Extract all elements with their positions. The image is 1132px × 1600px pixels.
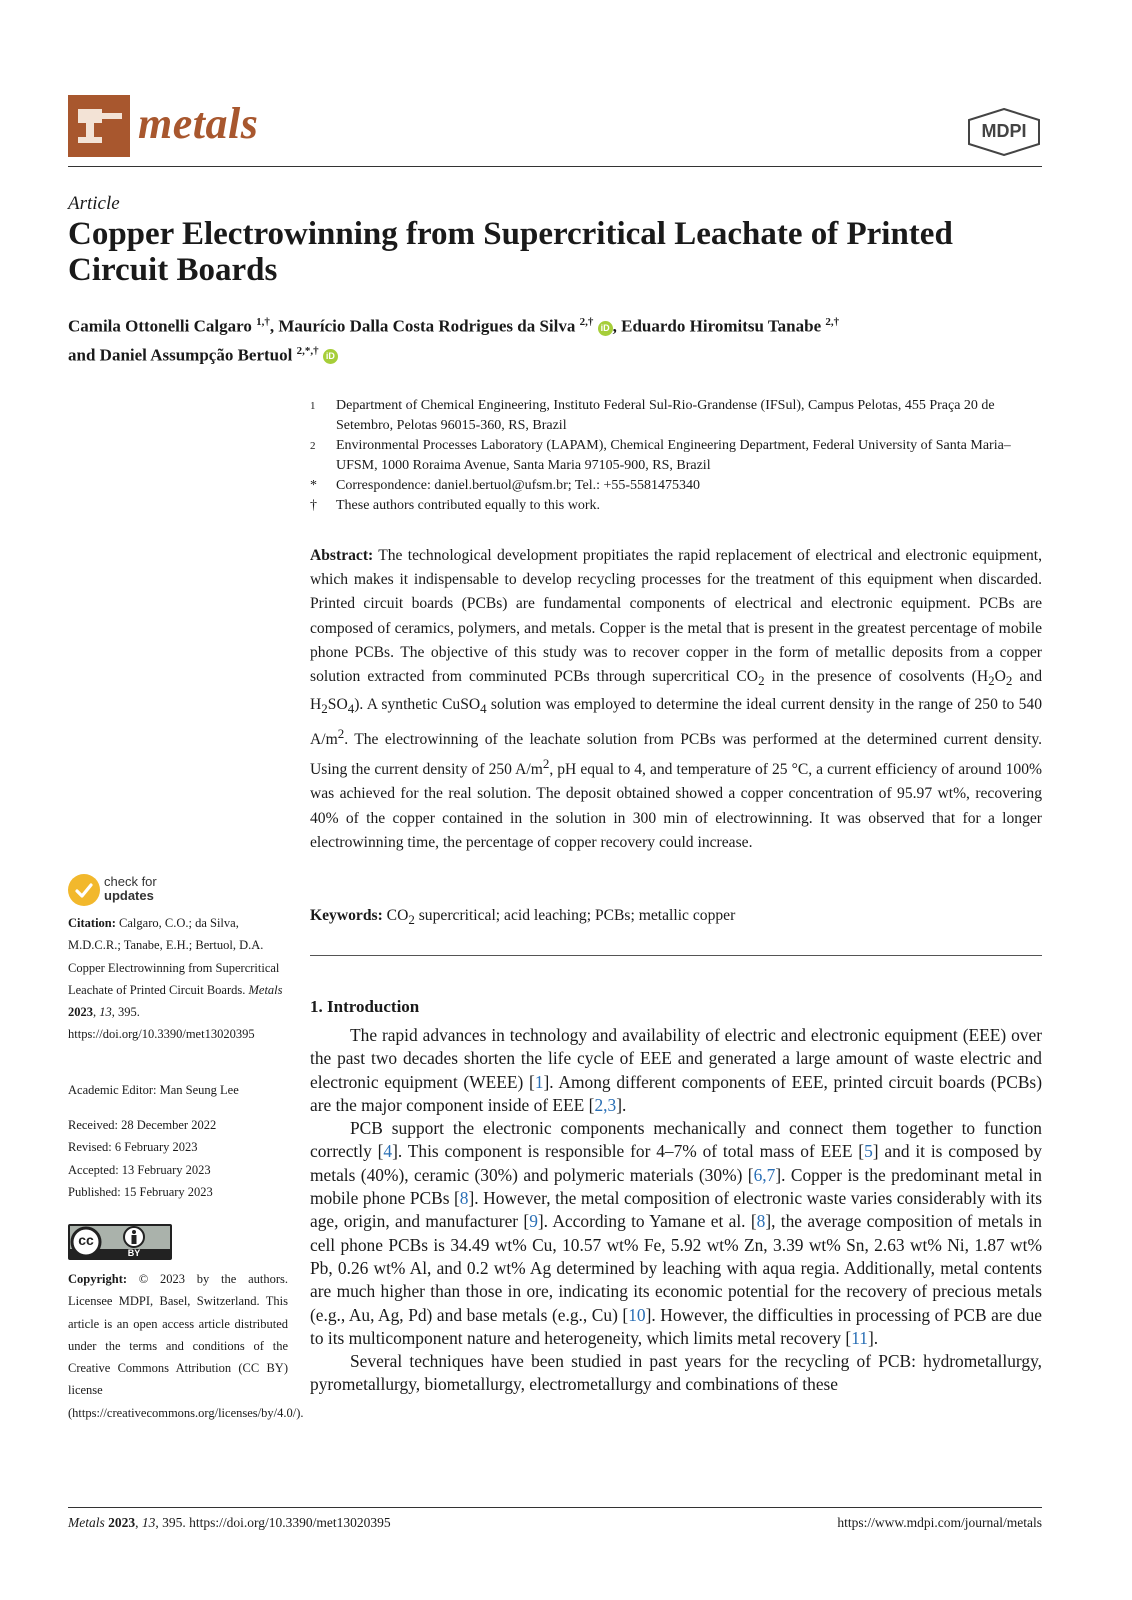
citation-label: Citation: bbox=[68, 916, 116, 930]
footer-journal-url[interactable]: https://www.mdpi.com/journal/metals bbox=[837, 1515, 1042, 1530]
journal-name: metals bbox=[138, 99, 259, 148]
author-name[interactable]: Maurício Dalla Costa Rodrigues da Silva bbox=[278, 316, 576, 336]
subscript: 4 bbox=[347, 701, 355, 717]
citation-year: 2023 bbox=[68, 1005, 93, 1020]
citation-link[interactable]: 9 bbox=[529, 1211, 538, 1232]
subscript: 2 bbox=[988, 673, 995, 689]
body-text: ]. However, the difficulties in processing of PCB are due to its multicomponent nature and heterogeneity, which limits metal recovery [ bbox=[310, 1304, 1042, 1348]
abstract bbox=[310, 544, 1042, 855]
keyword-text: supercritical; acid leaching; PCBs; metallic copper bbox=[414, 907, 736, 924]
superscript: 2 bbox=[542, 756, 550, 772]
author-conjunction: and bbox=[68, 345, 96, 365]
paragraph bbox=[310, 1350, 1042, 1397]
citation-link[interactable]: 11 bbox=[851, 1327, 868, 1348]
check-line: updates bbox=[104, 888, 154, 903]
abstract-text: . The electrowinning of the leachate solution from PCBs was performed at the determined current density. Using the current density of 250 A/m bbox=[310, 730, 1042, 779]
accepted-date: Accepted: 13 February 2023 bbox=[68, 1162, 211, 1177]
copyright-text: © 2023 by the authors. Licensee MDPI, Basel, Switzerland. This article is an open access article distributed under the terms and conditions of the Creative Commons Attribution (CC BY) license (https://creativecommons.org/licenses/by/4.0/). bbox=[68, 1272, 304, 1420]
section-divider bbox=[310, 955, 1042, 956]
affiliation-text: Environmental Processes Laboratory (LAPAM), Chemical Engineering Department, Federal University of Santa Maria–UFSM, 1000 Roraima Avenue, Santa Maria 97105-900, RS, Brazil bbox=[336, 438, 1011, 473]
author-affil-mark: 2,† bbox=[579, 316, 594, 328]
paragraph bbox=[310, 1024, 1042, 1117]
citation-doi[interactable]: , 395. https://doi.org/10.3390/met13020395 bbox=[68, 1005, 255, 1042]
correspondence-text[interactable]: Correspondence: daniel.bertuol@ufsm.br; Tel.: +55-5581475340 bbox=[336, 478, 701, 493]
citation-volume: 13 bbox=[99, 1005, 112, 1020]
body-text: ]. Copper is the predominant metal in mobile phone PCBs [ bbox=[310, 1164, 1042, 1209]
orcid-icon[interactable]: iD bbox=[598, 321, 613, 336]
abstract-text: SO bbox=[327, 696, 348, 714]
affiliation-mark: 1 bbox=[310, 400, 316, 412]
body-text: ]. bbox=[867, 1327, 879, 1348]
affiliations bbox=[310, 396, 1050, 516]
citation-journal: Metals bbox=[248, 982, 283, 997]
affiliation-mark: 2 bbox=[310, 440, 316, 452]
citation-link[interactable]: 2,3 bbox=[594, 1094, 617, 1115]
body-text: ]. However, the metal composition of electronic waste varies considerably with its age, origin, and manufacturer [ bbox=[310, 1188, 1042, 1232]
citation-link[interactable]: 8 bbox=[459, 1188, 469, 1209]
keywords bbox=[310, 904, 1042, 932]
subscript: 2 bbox=[408, 912, 415, 928]
affiliation-text: Department of Chemical Engineering, Instituto Federal Sul-Rio-Grandense (IFSul), Campus Pelotas, 455 Praça 20 de Setembro, Pelotas 96015-360, RS, Brazil bbox=[336, 398, 995, 433]
copyright-label: Copyright: bbox=[68, 1272, 128, 1286]
body-text: ]. This component is responsible for 4–7% of total mass of EEE [ bbox=[392, 1141, 865, 1162]
citation-link[interactable]: 6,7 bbox=[753, 1164, 776, 1185]
affiliation-item bbox=[310, 396, 1050, 436]
author-affil-mark: 2,*,† bbox=[296, 344, 319, 357]
citation-link[interactable]: 1 bbox=[534, 1071, 544, 1092]
abstract-text: and H bbox=[310, 668, 1042, 714]
citation-link[interactable]: 10 bbox=[628, 1304, 646, 1325]
abstract-text: The technological development propitiates the rapid replacement of electrical and electronic equipment, which makes it indispensable to develop recycling processes for the treatment of this equipment when discarded. Printed circuit boards (PCBs) are fundamental components of electrical and electronic equipment. PCBs are composed of ceramics, polymers, and metals. Copper is the metal that is present in the greatest percentage of mobile phone PCBs. The objective of this study was to recover copper in the form of metallic deposits from a copper solution extracted from comminuted PCBs through supercritical CO bbox=[310, 547, 1042, 686]
cc-by-license-icon[interactable] bbox=[68, 1224, 172, 1260]
by-badge-text: BY bbox=[127, 1248, 141, 1258]
keywords-label: Keywords: bbox=[310, 907, 383, 924]
check-for-updates-label bbox=[104, 875, 157, 903]
author-affil-mark: 1,† bbox=[256, 316, 270, 328]
abstract-text: in the presence of cosolvents (H bbox=[764, 668, 989, 686]
subscript: 2 bbox=[1005, 673, 1013, 689]
author-affil-mark: 2,† bbox=[825, 316, 840, 328]
paragraph bbox=[310, 1117, 1042, 1350]
introduction-body bbox=[310, 1024, 1042, 1397]
keyword-text: CO bbox=[386, 907, 409, 924]
subscript: 2 bbox=[758, 673, 765, 689]
subscript: 4 bbox=[480, 701, 487, 717]
citation-text: Calgaro, C.O.; da Silva, M.D.C.R.; Tanabe, E.H.; Bertuol, D.A. Copper Electrowinning from Supercritical Leachate of Printed Circuit Boards. bbox=[68, 916, 280, 997]
affiliation-mark: * bbox=[310, 478, 317, 493]
subscript: 2 bbox=[321, 701, 328, 717]
mdpi-logo bbox=[966, 108, 1042, 156]
cc-badge-text: cc bbox=[78, 1232, 94, 1248]
author-name[interactable]: Daniel Assumpção Bertuol bbox=[99, 345, 293, 365]
affiliation-item bbox=[310, 436, 1050, 476]
author-list: Camila Ottonelli Calgaro $^{1,\dagger}$, Maurício Dalla Costa Rodrigues da Silva $^{2,\dagger}$ iD , Eduardo Hiromitsu Tanabe $^{2,\dagger}$ and Daniel Assumpção Bertuol $^{2,*,\dagger}$ iD bbox=[68, 316, 840, 365]
paper-title: Copper Electrowinning from Supercritical Leachate of Printed Circuit Boards bbox=[68, 216, 953, 288]
citation-link[interactable]: 4 bbox=[383, 1141, 393, 1162]
citation-link[interactable]: 8 bbox=[756, 1211, 766, 1232]
abstract-text: ). A synthetic CuSO bbox=[354, 696, 481, 714]
footer-doi[interactable]: , 395. https://doi.org/10.3390/met13020395 bbox=[155, 1515, 391, 1530]
footer-citation: Metals 2023, 13, 395. https://doi.org/10.3390/met13020395 bbox=[68, 1515, 391, 1530]
section-heading: 1. Introduction bbox=[310, 997, 420, 1016]
received-date: Received: 28 December 2022 bbox=[68, 1118, 217, 1132]
affiliation-mark: † bbox=[310, 498, 317, 513]
article-type: Article bbox=[68, 193, 120, 214]
dates-block bbox=[68, 1114, 288, 1203]
revised-date: Revised: 6 February 2023 bbox=[68, 1140, 198, 1155]
published-date: Published: 15 February 2023 bbox=[68, 1184, 213, 1199]
abstract-label: Abstract: bbox=[310, 547, 374, 564]
abstract-text: O bbox=[994, 668, 1006, 686]
footer-rule bbox=[68, 1507, 1042, 1508]
abstract-text: solution was employed to determine the ideal current density in the range of 250 to 540 A/m bbox=[310, 696, 1042, 748]
body-text: ]. bbox=[616, 1094, 627, 1115]
body-text: Several techniques have been studied in past years for the recycling of PCB: hydrometallurgy, pyrometallurgy, biometallurgy, electrometallurgy and combinations of these bbox=[310, 1351, 1042, 1395]
body-text: ]. Among different components of EEE, printed circuit boards (PCBs) are the major component inside of EEE [ bbox=[310, 1071, 1042, 1115]
footer-year: 2023 bbox=[108, 1515, 136, 1530]
correspondence-item bbox=[310, 476, 1050, 496]
citation-link[interactable]: 5 bbox=[864, 1141, 873, 1162]
academic-editor: Academic Editor: Man Seung Lee bbox=[68, 1083, 239, 1097]
copyright-block bbox=[68, 1268, 304, 1424]
header-rule bbox=[68, 166, 1042, 167]
check-icon bbox=[68, 874, 100, 906]
author-name[interactable]: Camila Ottonelli Calgaro bbox=[68, 316, 252, 336]
note-text: These authors contributed equally to this work. bbox=[336, 498, 600, 513]
author-name[interactable]: Eduardo Hiromitsu Tanabe bbox=[621, 316, 822, 336]
body-text: The rapid advances in technology and availability of electric and electronic equipment (EEE) over the past two decades shorten the life cycle of EEE and generated a large amount of waste electric and electronic equipment (WEEE) [ bbox=[310, 1025, 1042, 1092]
body-text: PCB support the electronic components mechanically and connect them together to function correctly [ bbox=[310, 1118, 1042, 1162]
check-line: check for bbox=[104, 874, 157, 889]
footer-journal: Metals bbox=[68, 1515, 105, 1530]
publisher-name: MDPI bbox=[981, 121, 1027, 141]
body-text: ] and it is composed by metals (40%), ceramic (30%) and polymeric materials (30%) [ bbox=[310, 1141, 1042, 1185]
equal-contribution-note bbox=[310, 496, 1050, 516]
superscript: 2 bbox=[337, 725, 345, 741]
body-text: ], the average composition of metals in cell phone PCBs is 34.49 wt% Cu, 10.57 wt% Fe, 5.92 wt% Zn, 3.39 wt% Sn, 2.63 wt% Ni, 1.87 wt% Pb, 0.26 wt% Al, and 0.2 wt% Ag determined by leaching with aqua regia. Additionally, metal contents are much higher than those in ore, indicating its economic potential for the recovery of precious metals (e.g., Au, Ag, Pd) and base metals (e.g., Cu) [ bbox=[310, 1211, 1042, 1325]
body-text: ]. According to Yamane et al. [ bbox=[537, 1211, 757, 1232]
abstract-text: , pH equal to 4, and temperature of 25 °C, a current efficiency of around 100% was achieved for the real solution. The deposit obtained showed a copper concentration of 95.97 wt%, recovering 40% of the copper contained in the solution in 300 min of electrowinning. It was observed that for a longer electrowinning time, the percentage of copper recovery could increase. bbox=[310, 761, 1042, 851]
check-for-updates-button[interactable] bbox=[68, 874, 188, 910]
footer-volume: 13 bbox=[141, 1515, 156, 1530]
citation-block: Citation: Calgaro, C.O.; da Silva, M.D.C.R.; Tanabe, E.H.; Bertuol, D.A. Copper Electrowinning from Supercritical Leachate of Printed Circuit Boards. Metals 2023, 13, 395. https://doi.org/10.3390/met13020395 bbox=[68, 916, 283, 1042]
orcid-icon[interactable]: iD bbox=[323, 349, 338, 364]
journal-logo-icon bbox=[68, 95, 130, 157]
